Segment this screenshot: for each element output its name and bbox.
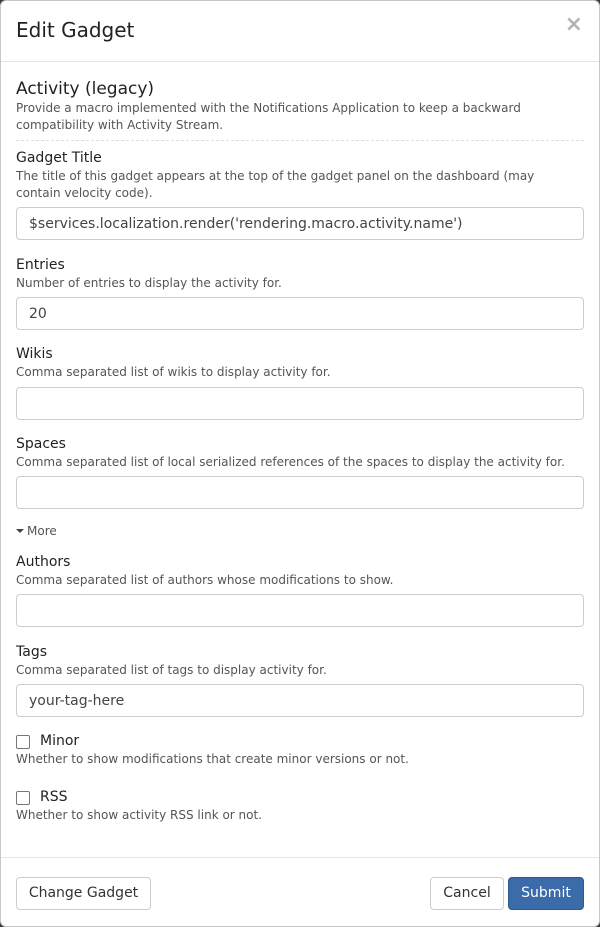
tags-label: Tags bbox=[16, 644, 47, 660]
tags-input[interactable] bbox=[16, 684, 584, 717]
tags-hint: Comma separated list of tags to display activity for. bbox=[16, 663, 327, 677]
rss-label: RSS bbox=[40, 789, 68, 805]
minor-hint: Whether to show modifications that create minor versions or not. bbox=[16, 752, 409, 766]
rss-checkbox[interactable] bbox=[16, 791, 30, 805]
modal-title: Edit Gadget bbox=[16, 18, 135, 42]
wikis-input[interactable] bbox=[16, 387, 584, 420]
cancel-button[interactable]: Cancel bbox=[430, 877, 504, 910]
spaces-input[interactable] bbox=[16, 476, 584, 509]
rss-hint: Whether to show activity RSS link or not. bbox=[16, 808, 263, 822]
entries-input[interactable] bbox=[16, 297, 584, 330]
minor-checkbox[interactable] bbox=[16, 735, 30, 749]
entries-label: Entries bbox=[16, 257, 65, 273]
more-toggle[interactable] bbox=[16, 524, 57, 538]
macro-name: Activity (legacy) bbox=[16, 79, 155, 99]
authors-label: Authors bbox=[16, 554, 71, 570]
gadget-title-label: Gadget Title bbox=[16, 150, 102, 166]
modal-footer bbox=[1, 857, 599, 927]
submit-button[interactable]: Submit bbox=[508, 877, 584, 910]
entries-hint: Number of entries to display the activity for. bbox=[16, 276, 282, 290]
wikis-label: Wikis bbox=[16, 346, 53, 362]
authors-input[interactable] bbox=[16, 594, 584, 627]
macro-description: Provide a macro implemented with the Notifications Application to keep a backward compatibility with Activity Stream. bbox=[16, 101, 521, 132]
wikis-hint: Comma separated list of wikis to display activity for. bbox=[16, 365, 331, 379]
caret-down-icon bbox=[16, 529, 24, 533]
spaces-hint: Comma separated list of local serialized references of the spaces to display the activity for. bbox=[16, 455, 565, 469]
authors-hint: Comma separated list of authors whose modifications to show. bbox=[16, 573, 394, 587]
more-label: More bbox=[27, 524, 57, 538]
minor-label: Minor bbox=[40, 733, 80, 749]
modal-header bbox=[1, 1, 599, 62]
spaces-label: Spaces bbox=[16, 436, 66, 452]
gadget-title-hint: The title of this gadget appears at the top of the gadget panel on the dashboard (may contain velocity code). bbox=[16, 169, 535, 200]
gadget-title-input[interactable] bbox=[16, 207, 584, 240]
section-divider bbox=[16, 140, 584, 141]
change-gadget-button[interactable]: Change Gadget bbox=[16, 877, 151, 910]
close-icon[interactable]: × bbox=[564, 12, 583, 37]
